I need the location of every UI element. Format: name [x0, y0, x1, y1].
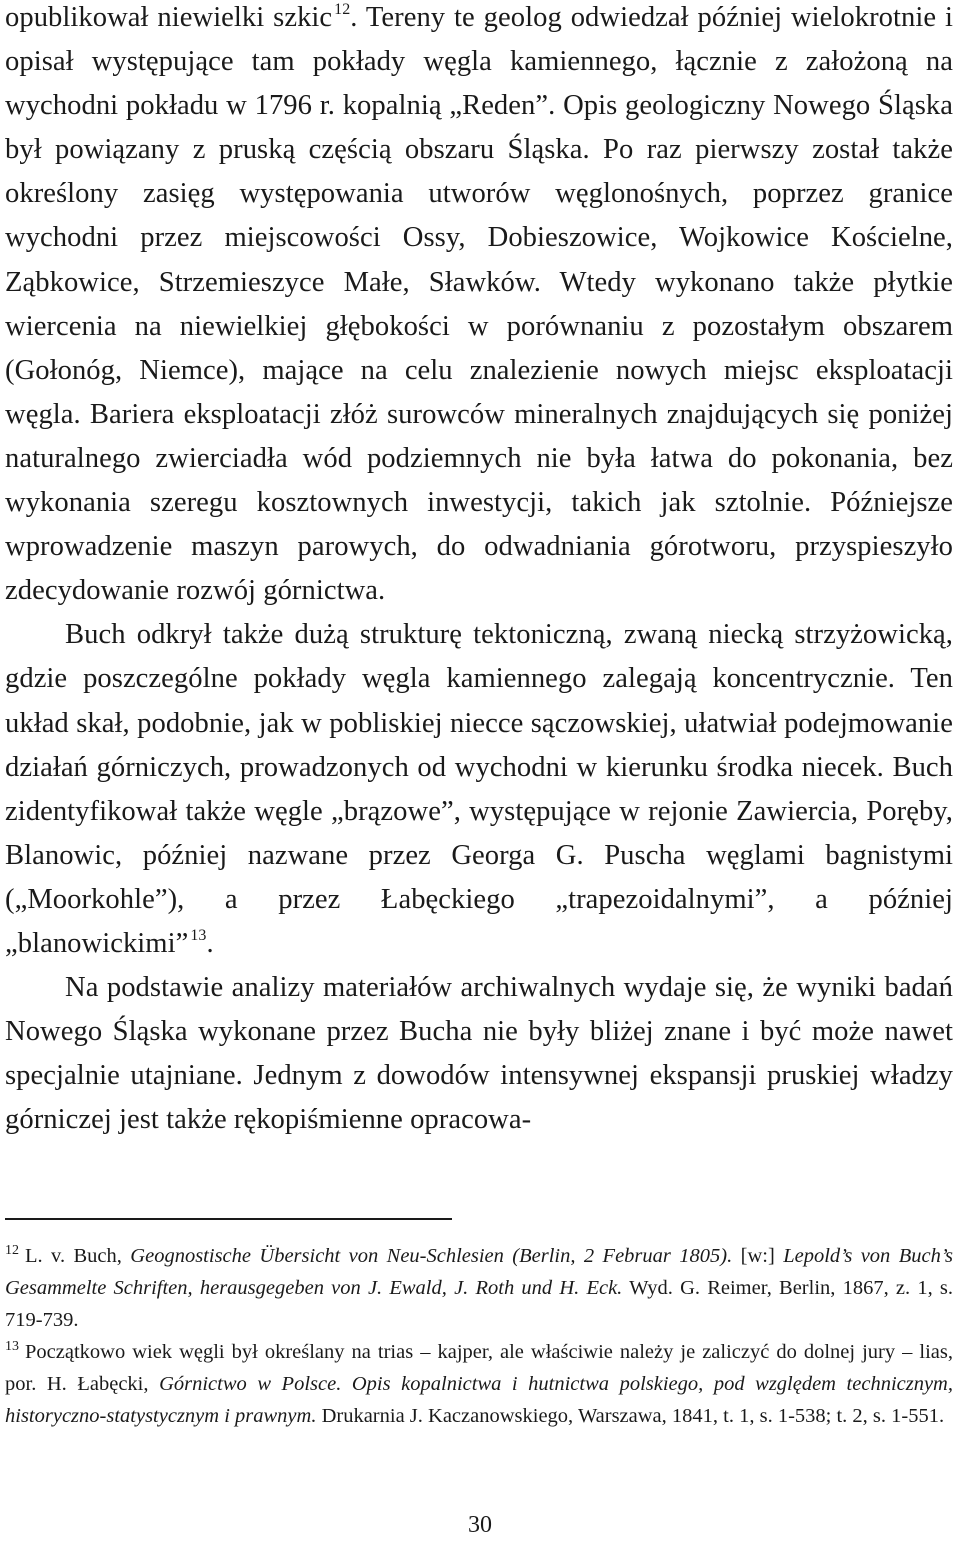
paragraph-text: . Tereny te geolog odwiedzał później wielokrotnie i opisał występujące tam pokłady węgla kamiennego, łącznie z założoną na wychodni pokładu w 1796 r. kopalnią „Reden”. Opis geologiczny Nowego Śląska był powiązany z pruską częścią obszaru Śląska. Po raz pierwszy został także określony zasięg występowania utworów węglonośnych, poprzez granice wychodni przez miejscowości Ossy, Dobieszowice, Wojkowice Kościelne, Ząbkowice, Strzemieszyce Małe, Sławków. Wtedy wykonano także płytkie wiercenia na niewielkiej głębokości w porównaniu z pozostałym obszarem (Gołonóg, Niemce), mające na celu znalezienie nowych miejsc eksploatacji węgla. Bariera eksploatacji złóż surowców mineralnych znajdujących się poniżej naturalnego zwierciadła wód podziemnych nie była łatwa do pokonania, bez wykonania szeregu kosztownych inwestycji, takich jak sztolnie. Późniejsze wprowadzenie maszyn parowych, do odwadniania górotworu, przyspieszyło zdecydowanie rozwój górnictwa.: [5, 2, 953, 607]
footnote-title: Górnictwo w Polsce. Opis kopalnictwa i hutnictwa polskiego, pod względem technicznym, historyczno-statystycznym i prawnym.: [5, 1373, 953, 1427]
footnote-text: Drukarnia J. Kaczanowskiego, Warszawa, 1841, t. 1, s. 1-538; t. 2, s. 1-551.: [316, 1405, 945, 1427]
page: [5, 0, 953, 1142]
paragraph-text: opublikował niewielki szkic: [5, 2, 333, 33]
footnote-title: Geognostische Übersicht von Neu-Schlesien (Berlin, 2 Februar 1805).: [130, 1245, 733, 1267]
paragraph-text: .: [206, 927, 214, 959]
footnotes: [5, 1240, 953, 1432]
footnote-reference: 12: [334, 1, 351, 18]
paragraph: [5, 966, 953, 1142]
paragraph: [5, 0, 953, 613]
footnote-text: L. v. Buch,: [25, 1245, 131, 1267]
footnote: [5, 1336, 953, 1432]
paragraph-text: Buch odkrył także dużą strukturę tektoniczną, zwaną niecką strzyżowicką, gdzie poszczególne pokłady węgla kamiennego zalegają koncentrycznie. Ten układ skał, podobnie, jak w pobliskiej niecce sączowskiej, ułatwiał podejmowanie działań górniczych, prowadzonych od wychodni w kierunku środka niecek. Buch zidentyfikował także węgle „brązowe”, występujące w rejonie Zawiercia, Poręby, Blanowic, później nazwane przez Georga G. Puscha węglami bagnistymi („Moorkohle”), a przez Łabęckiego „trapezoidalnymi”, a później „blanowickimi”: [5, 619, 953, 959]
footnote-title: Lepold’s von Buch’s Gesammelte Schriften, herausgegeben von J. Ewald, J. Roth und H. Eck.: [5, 1245, 953, 1299]
footnote-separator: [5, 1218, 452, 1220]
footnote-text: [w:]: [732, 1245, 784, 1267]
footnote-text: Wyd. G. Reimer, Berlin, 1867, z. 1, s. 719-739.: [5, 1277, 953, 1331]
footnote-number: 13: [5, 1339, 19, 1354]
footnote-number: 12: [5, 1243, 19, 1258]
footnote: [5, 1240, 953, 1336]
body-text: [5, 0, 953, 1142]
paragraph-text: Na podstawie analizy materiałów archiwalnych wydaje się, że wyniki badań Nowego Śląska wykonane przez Bucha nie były bliżej znane i być może nawet specjalnie utajniane. Jednym z dowodów intensywnej ekspansji pruskiej władzy górniczej jest także rękopiśmienne opracowa-: [5, 972, 953, 1136]
footnote-reference: 13: [190, 926, 207, 944]
page-number: 30: [468, 1512, 492, 1538]
footnote-text: Początkowo wiek węgli był określany na trias – kajper, ale właściwie należy je zaliczyć do dolnej jury – lias, por. H. Łabęcki,: [5, 1341, 953, 1395]
paragraph: [5, 613, 953, 966]
